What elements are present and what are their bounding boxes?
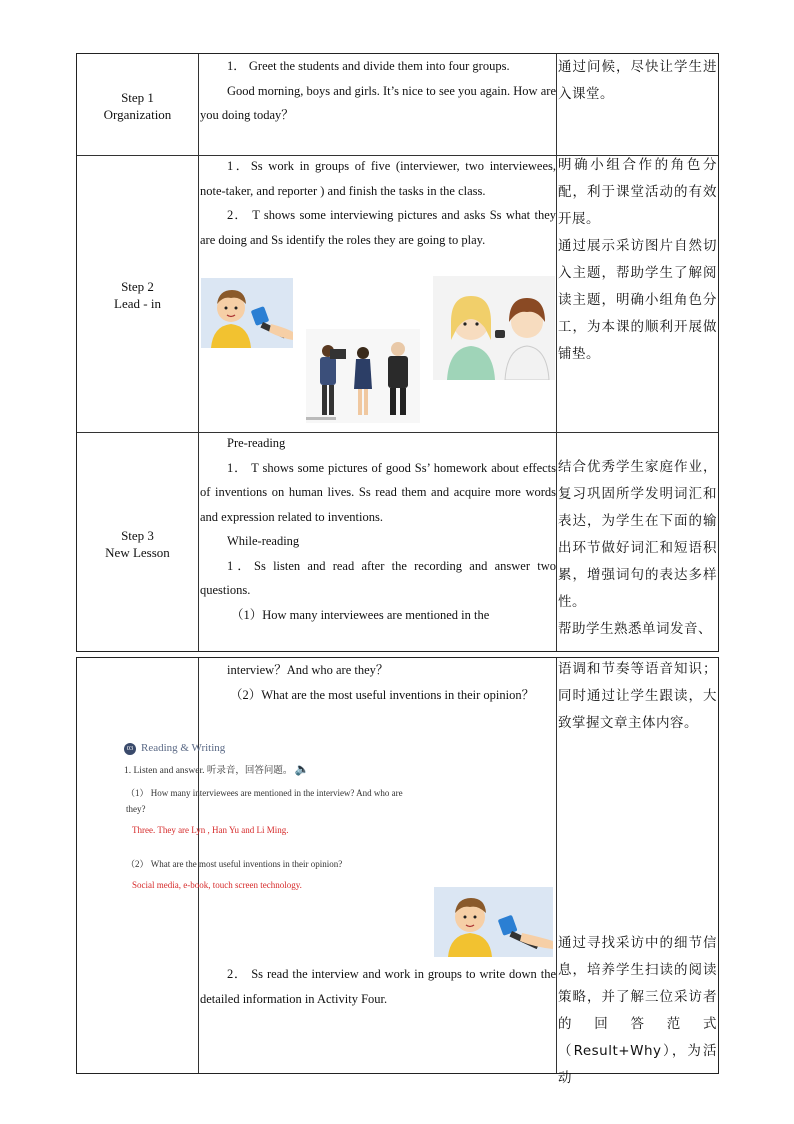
- step-content: [200, 154, 556, 252]
- question-1: （1） How many interviewees are mentioned in the interview? And who are: [126, 788, 403, 798]
- section-badge: 03: [124, 743, 136, 755]
- step-number: Step 2: [121, 279, 154, 294]
- step-content: [200, 962, 556, 1011]
- step-title: Lead - in: [114, 296, 161, 311]
- step-number: Step 3: [121, 528, 154, 543]
- note-paragraph: 通过问候，尽快让学生进入课堂。: [558, 59, 717, 102]
- teaching-note: [558, 656, 717, 737]
- step-content: [200, 658, 556, 707]
- teaching-note: [558, 54, 717, 108]
- step-label: [77, 278, 198, 312]
- note-paragraph: 通过展示采访图片自然切入主题，帮助学生了解阅读主题，明确小组角色分工，为本课的顺利开展做铺垫。: [558, 238, 717, 362]
- slide-header: Reading & Writing: [141, 742, 226, 754]
- step-label: [77, 527, 198, 561]
- content-paragraph: 1． Greet the students and divide them into four groups.: [227, 59, 510, 73]
- reading-writing-slide: [124, 742, 478, 962]
- instruction-text: 1. Listen and answer. 听录音，回答问题。: [124, 766, 293, 776]
- content-paragraph: 2． Ss read the interview and work in groups to write down the detailed information in Activity Four.: [200, 967, 556, 1006]
- step-content: [200, 431, 556, 627]
- content-heading: While-reading: [227, 534, 300, 548]
- content-paragraph: （2）What are the most useful inventions in their opinion？: [230, 687, 535, 702]
- step-content: [200, 54, 556, 128]
- column-divider: [198, 54, 199, 651]
- content-paragraph: 1．Ss work in groups of five (interviewer, two interviewees, note-taker, and reporter ) and finish the tasks in the class.: [200, 159, 556, 198]
- teaching-note: [558, 454, 717, 643]
- note-paragraph: 通过寻找采访中的细节信息，培养学生扫读的阅读策略，并了解三位采访者的 回 答 范 式（Result+Why），为活动: [558, 935, 717, 1086]
- note-paragraph: 帮助学生熟悉单词发音、: [558, 621, 712, 637]
- step-number: Step 1: [121, 90, 154, 105]
- question-1-cont: they?: [126, 804, 146, 814]
- note-paragraph: 明确小组合作的角色分配，利于课堂活动的有效开展。: [558, 157, 717, 227]
- content-paragraph: 1． T shows some pictures of good Ss’ homework about effects of inventions on human lives. Ss read them and acquire more words and expression related to inventions.: [200, 460, 556, 524]
- lesson-plan-table-1: [76, 53, 719, 652]
- step-title: Organization: [103, 107, 172, 122]
- step-title: New Lesson: [105, 545, 170, 560]
- content-paragraph: Good morning, boys and girls. It’s nice to see you again. How are you doing today？: [200, 83, 556, 122]
- column-divider: [556, 658, 557, 1073]
- content-paragraph: interview？And who are they？: [227, 663, 389, 677]
- content-paragraph: 2． T shows some interviewing pictures and asks Ss what they are doing and Ss identify the roles they are going to play.: [200, 208, 556, 247]
- teaching-note: [558, 152, 717, 368]
- slide-instruction: [124, 762, 310, 777]
- content-heading: Pre-reading: [227, 436, 286, 450]
- teaching-note: [558, 930, 717, 1092]
- interview-boy-image: [201, 278, 293, 348]
- column-divider: [556, 54, 557, 651]
- note-paragraph: 结合优秀学生家庭作业，复习巩固所学发明词汇和表达，为学生在下面的输出环节做好词汇和短语积累，增强词句的表达多样性。: [558, 459, 717, 610]
- interview-boy-image-2: [434, 887, 553, 957]
- answer-1: Three. They are Lyn , Han Yu and Li Ming.: [132, 825, 289, 835]
- interview-girls-image: [433, 276, 555, 380]
- note-paragraph: 语调和节奏等语音知识；同时通过让学生跟读，大致掌握文章主体内容。: [558, 661, 717, 731]
- speaker-icon: 🔈: [294, 762, 310, 776]
- content-paragraph: 1．Ss listen and read after the recording and answer two questions.: [200, 558, 556, 597]
- interview-crew-image: [306, 329, 420, 423]
- question-2: （2） What are the most useful inventions in their opinion?: [126, 859, 343, 869]
- answer-2: Social media, e-book, touch screen technology.: [132, 880, 302, 890]
- step-label: [77, 89, 198, 123]
- content-paragraph: （1）How many interviewees are mentioned in the: [231, 607, 490, 622]
